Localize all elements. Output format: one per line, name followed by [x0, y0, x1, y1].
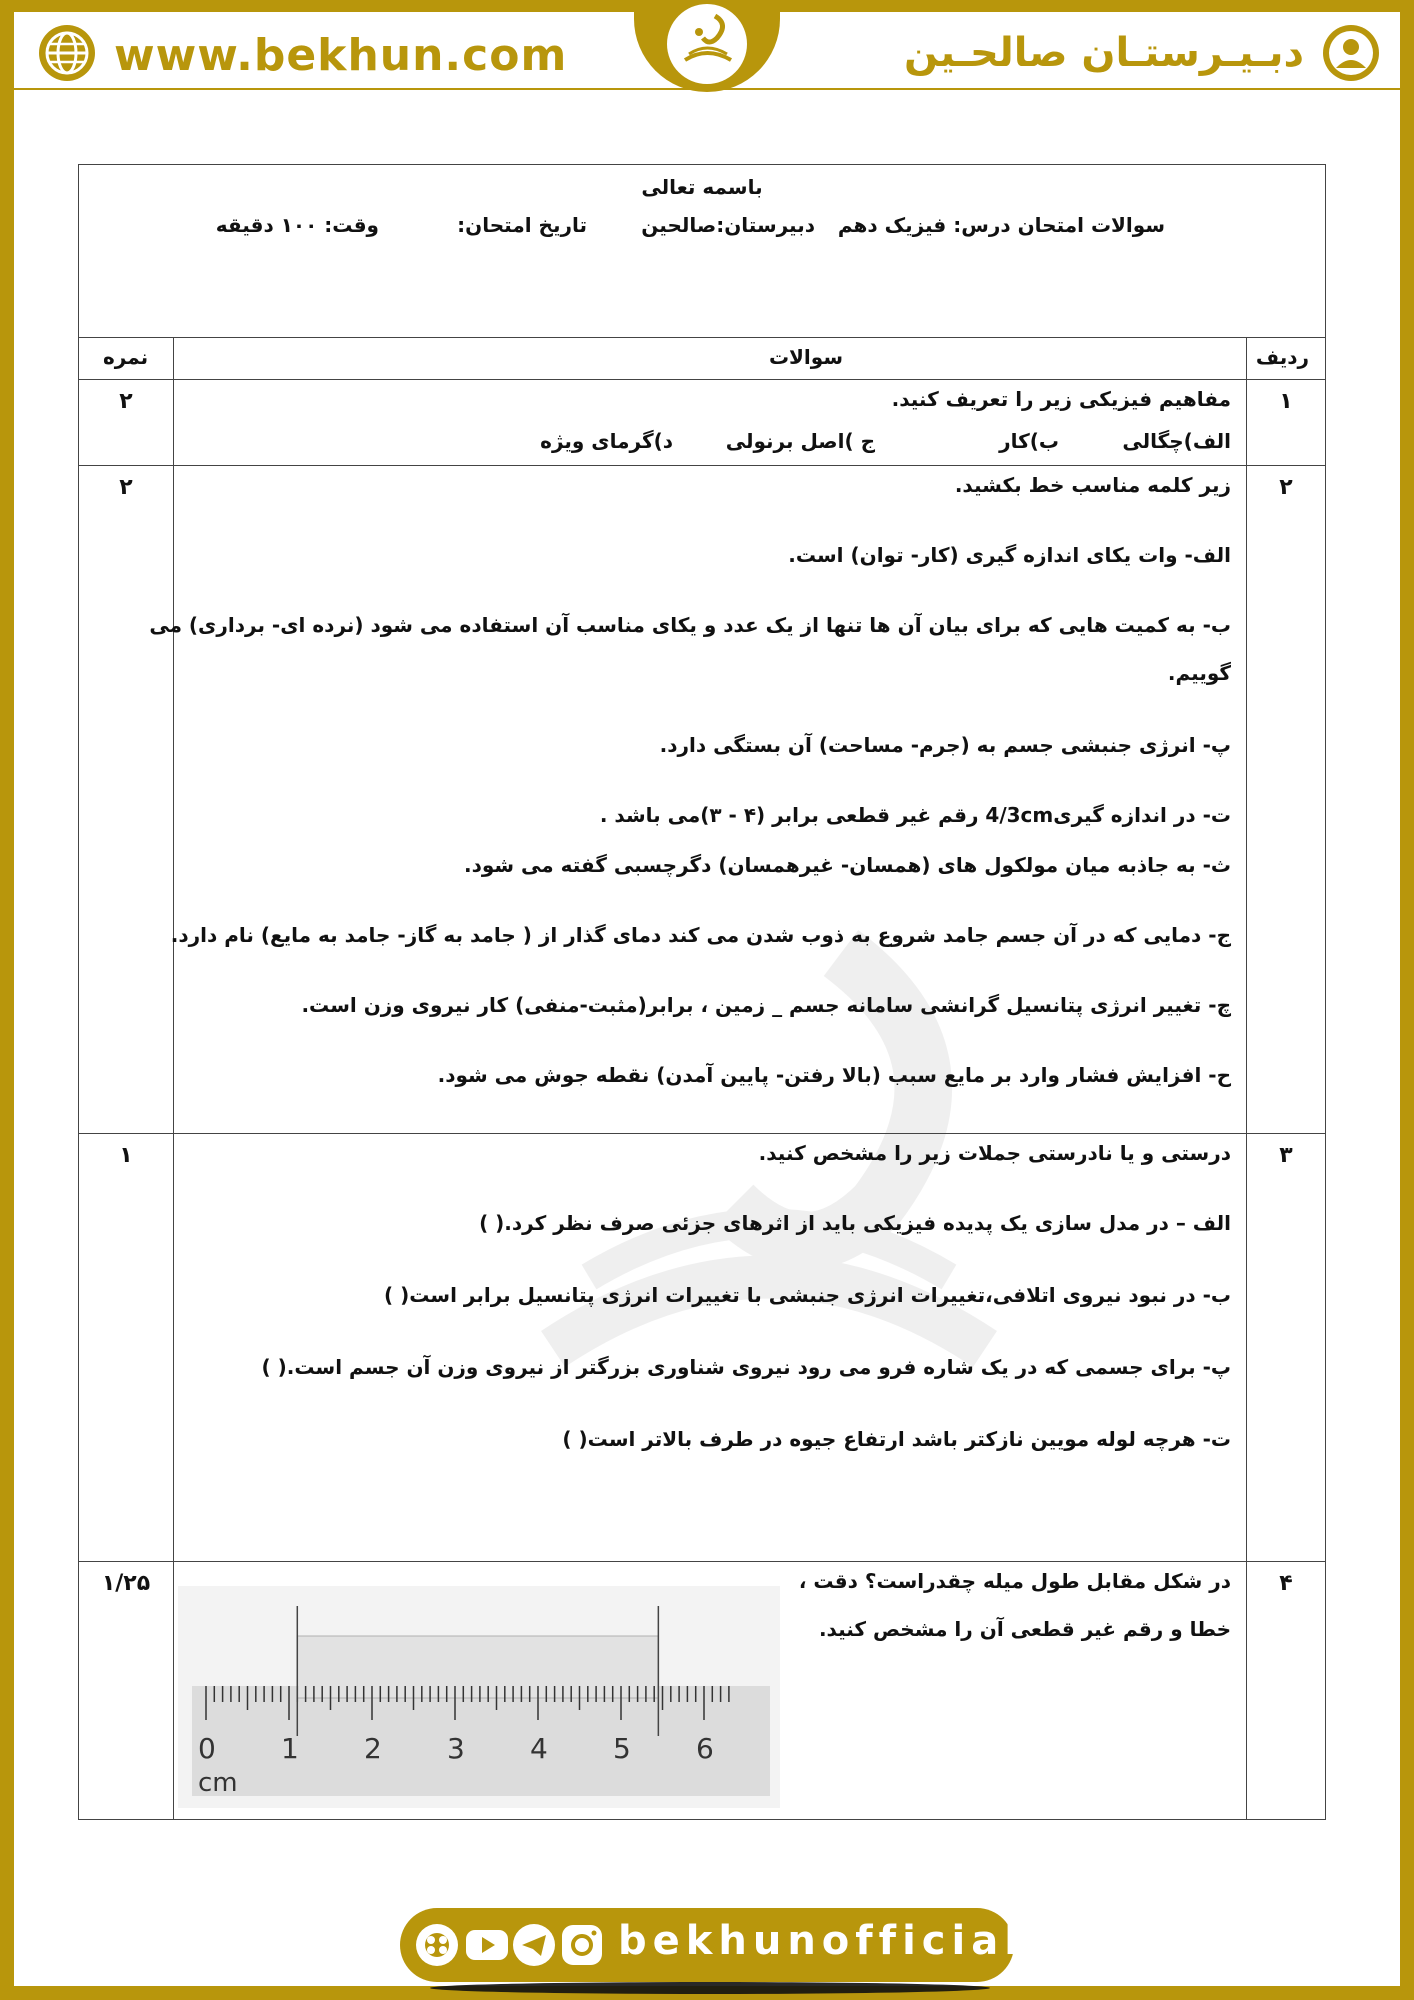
question-score: ۱ [119, 1143, 133, 1168]
aparat-icon[interactable] [416, 1924, 458, 1966]
user-icon [1320, 22, 1382, 84]
question-row-2 [79, 465, 1325, 1134]
col-score: نمره [103, 345, 149, 369]
ruler-tick-label: 3 [447, 1732, 465, 1765]
item-d: د)گرمای ویژه [540, 429, 673, 453]
column-headers [79, 337, 1325, 380]
question-number: ۳ [1279, 1143, 1293, 1168]
exam-date: تاریخ امتحان: [457, 213, 587, 237]
question-title: درستی و یا نادرستی جملات زیر را مشخص کنید. [758, 1141, 1231, 1165]
question-score: ۲ [119, 389, 133, 414]
statement: پ- برای جسمی که در یک شاره فرو می رود نیروی شناوری بزرگتر از نیروی وزن آن جسم است.( ) [261, 1355, 1231, 1379]
ruler-unit: cm [198, 1768, 238, 1798]
ruler-figure [178, 1586, 780, 1808]
ruler-tick-label: 0 [198, 1732, 216, 1765]
statement: ج- دمایی که در آن جسم جامد شروع به ذوب شدن می کند دمای گذار از ( جامد به گاز- جامد به مایع) نام دارد. [170, 923, 1231, 947]
question-title: مفاهیم فیزیکی زیر را تعریف کنید. [891, 387, 1231, 411]
question-number: ۲ [1279, 475, 1293, 500]
ruler-tick-label: 2 [364, 1732, 382, 1765]
social-icons [414, 1922, 614, 1968]
course-title: سوالات امتحان درس: فیزیک دهم [837, 213, 1165, 237]
bismillah: باسمه تعالی [641, 175, 763, 199]
ruler-tick-label: 6 [696, 1732, 714, 1765]
instagram-icon[interactable] [562, 1925, 602, 1965]
question-row-3 [79, 1133, 1325, 1562]
item-c: ج )اصل برنولی [725, 429, 875, 453]
school-name: دبیرستان:صالحین [641, 213, 815, 237]
statement: الف – در مدل سازی یک پدیده فیزیکی باید از اثرهای جزئی صرف نظر کرد.( ) [479, 1211, 1231, 1235]
statement: ح- افزایش فشار وارد بر مایع سبب (بالا رفتن- پایین آمدن) نقطه جوش می شود. [437, 1063, 1231, 1087]
question-number: ۴ [1279, 1571, 1293, 1596]
globe-icon [36, 22, 98, 84]
question-score: ۲ [119, 475, 133, 500]
statement: پ- انرژی جنبشی جسم به (جرم- مساحت) آن بستگی دارد. [659, 733, 1231, 757]
exam-header [79, 165, 1325, 338]
logo [655, 2, 759, 88]
question-text: در شکل مقابل طول میله چقدراست؟ دقت ، [798, 1569, 1231, 1593]
col-questions: سوالات [768, 345, 843, 369]
footer-shadow [430, 1982, 990, 1994]
exam-time: وقت: ۱۰۰ دقیقه [215, 213, 379, 237]
statement: الف- وات یکای اندازه گیری (کار- توان) است. [788, 543, 1231, 567]
col-row: ردیف [1255, 345, 1309, 369]
statement: چ- تغییر انرژی پتانسیل گرانشی سامانه جسم _ زمین ، برابر(مثبت-منفی) کار نیروی وزن است. [301, 993, 1231, 1017]
question-number: ۱ [1279, 389, 1293, 414]
site-url[interactable]: www.bekhun.com [114, 30, 568, 81]
statement: گوییم. [1167, 661, 1231, 685]
ruler-tick-label: 5 [613, 1732, 631, 1765]
ruler-body [192, 1686, 770, 1796]
ruler-diagram [178, 1586, 780, 1808]
question-score: ۱/۲۵ [101, 1571, 151, 1596]
youtube-icon[interactable] [466, 1930, 508, 1960]
telegram-icon[interactable] [513, 1924, 555, 1966]
exam-sheet [78, 164, 1326, 1820]
footer-handle[interactable]: bekhunofficial [618, 1918, 1024, 1964]
statement: ب- در نبود نیروی اتلافی،تغییرات انرژی جنبشی با تغییرات انرژی پتانسیل برابر است( ) [383, 1283, 1231, 1307]
statement: ث- به جاذبه میان مولکول های (همسان- غیرهمسان) دگرچسبی گفته می شود. [463, 853, 1231, 877]
item-b: ب)کار [999, 429, 1059, 453]
statement: ت- در اندازه گیری4/3cm رقم غیر قطعی برابر (۴ - ۳)می باشد . [599, 803, 1231, 827]
question-text: خطا و رقم غیر قطعی آن را مشخص کنید. [818, 1617, 1231, 1641]
ruler-tick-label: 1 [281, 1732, 299, 1765]
question-title: زیر کلمه مناسب خط بکشید. [954, 473, 1231, 497]
statement: ت- هرچه لوله مویین نازکتر باشد ارتفاع جیوه در طرف بالاتر است( ) [562, 1427, 1231, 1451]
question-row-1 [79, 379, 1325, 466]
statement: ب- به کمیت هایی که برای بیان آن ها تنها از یک عدد و یکای مناسب آن استفاده می شود (نرده ای- برداری) می [149, 613, 1231, 637]
school-title: دبـیـرستـان صالحـین [903, 30, 1304, 76]
item-a: الف)چگالی [1122, 429, 1231, 453]
social-bar [400, 1908, 1024, 1982]
ruler-tick-label: 4 [530, 1732, 548, 1765]
